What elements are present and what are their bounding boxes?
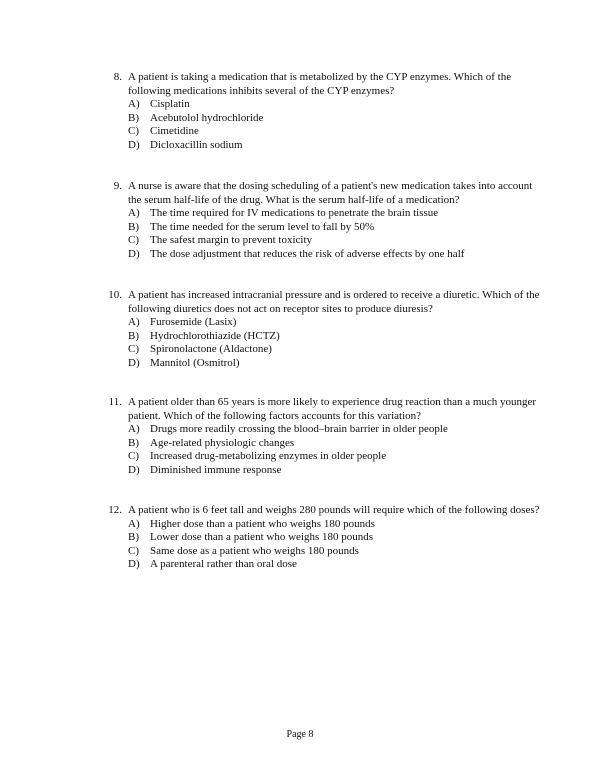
option-b	[128, 112, 544, 126]
option-letter: A)	[128, 517, 140, 530]
option-letter: C)	[128, 234, 139, 246]
option-text: Diminished immune response	[150, 463, 282, 476]
options-list	[128, 316, 544, 370]
option-letter: C)	[128, 544, 139, 557]
option-b	[128, 330, 544, 344]
option-letter: B)	[128, 436, 139, 449]
question-8	[104, 71, 544, 152]
option-letter: C)	[128, 125, 139, 137]
option-text: Cimetidine	[150, 125, 199, 137]
option-a	[128, 316, 544, 330]
option-letter: B)	[128, 111, 139, 124]
option-text: Higher dose than a patient who weighs 180 pounds	[150, 517, 375, 530]
option-text: Same dose as a patient who weighs 180 pounds	[150, 544, 359, 557]
option-text: A parenteral rather than oral dose	[150, 558, 297, 570]
option-letter: B)	[128, 220, 139, 233]
question-text: A patient is taking a medication that is metabolized by the CYP enzymes. Which of the following medications inhibits several of the CYP enzymes?	[128, 71, 512, 97]
option-letter: C)	[128, 450, 139, 462]
page-number: Page 8	[286, 729, 314, 740]
option-a	[128, 518, 544, 532]
option-letter: D)	[128, 247, 140, 260]
option-a	[128, 98, 544, 112]
option-letter: B)	[128, 329, 139, 342]
option-letter: A)	[128, 316, 140, 328]
option-letter: D)	[128, 138, 140, 151]
option-letter: D)	[128, 463, 140, 476]
option-a	[128, 423, 544, 437]
option-d	[128, 357, 544, 371]
option-letter: B)	[128, 531, 139, 543]
question-11	[104, 396, 544, 477]
option-text: Cisplatin	[150, 98, 190, 110]
option-c	[128, 343, 544, 357]
option-d	[128, 248, 544, 262]
question-number: 12.	[108, 504, 122, 516]
question-text: A patient who is 6 feet tall and weighs 280 pounds will require which of the following doses?	[128, 504, 540, 516]
option-text: The dose adjustment that reduces the risk of adverse effects by one half	[150, 247, 465, 260]
option-letter: A)	[128, 423, 140, 435]
question-number: 11.	[108, 396, 122, 408]
option-c	[128, 545, 544, 559]
question-text: A nurse is aware that the dosing scheduling of a patient's new medication takes into account the serum half-life of the drug. What is the serum half-life of a medication?	[128, 180, 533, 206]
options-list	[128, 98, 544, 152]
option-c	[128, 450, 544, 464]
option-text: Lower dose than a patient who weighs 180 pounds	[150, 531, 374, 543]
option-a	[128, 207, 544, 221]
option-b	[128, 531, 544, 545]
question-10	[104, 289, 544, 370]
option-text: Spironolactone (Aldactone)	[150, 343, 272, 355]
option-text: The safest margin to prevent toxicity	[150, 234, 313, 246]
options-list	[128, 207, 544, 261]
option-text: The time needed for the serum level to fall by 50%	[150, 220, 375, 233]
option-text: Furosemide (Lasix)	[150, 316, 237, 328]
question-number: 10.	[108, 289, 122, 301]
option-letter: A)	[128, 98, 140, 110]
option-text: Increased drug-metabolizing enzymes in older people	[150, 450, 387, 462]
option-text: Dicloxacillin sodium	[150, 138, 243, 151]
option-letter: C)	[128, 343, 139, 355]
option-text: The time required for IV medications to penetrate the brain tissue	[150, 207, 439, 219]
options-list	[128, 518, 544, 572]
question-text: A patient has increased intracranial pressure and is ordered to receive a diuretic. Which of the following diuretics does not act on receptor sites to produce diuresis?	[128, 289, 540, 315]
option-text: Acebutolol hydrochloride	[150, 111, 264, 124]
options-list	[128, 423, 544, 477]
question-text: A patient older than 65 years is more likely to experience drug reaction than a much younger patient. Which of the following factors accounts for this variation?	[128, 396, 537, 422]
option-d	[128, 139, 544, 153]
option-text: Mannitol (Osmitrol)	[150, 356, 240, 369]
option-text: Drugs more readily crossing the blood–brain barrier in older people	[150, 423, 448, 435]
option-b	[128, 437, 544, 451]
option-d	[128, 464, 544, 478]
option-c	[128, 125, 544, 139]
option-text: Age-related physiologic changes	[150, 436, 295, 449]
question-number: 8.	[113, 71, 122, 83]
option-d	[128, 558, 544, 572]
option-letter: D)	[128, 356, 140, 369]
option-letter: D)	[128, 558, 140, 570]
option-b	[128, 221, 544, 235]
question-9	[104, 180, 544, 261]
option-letter: A)	[128, 207, 140, 219]
option-text: Hydrochlorothiazide (HCTZ)	[150, 329, 280, 342]
question-12	[104, 504, 544, 572]
option-c	[128, 234, 544, 248]
question-number: 9.	[113, 180, 122, 192]
